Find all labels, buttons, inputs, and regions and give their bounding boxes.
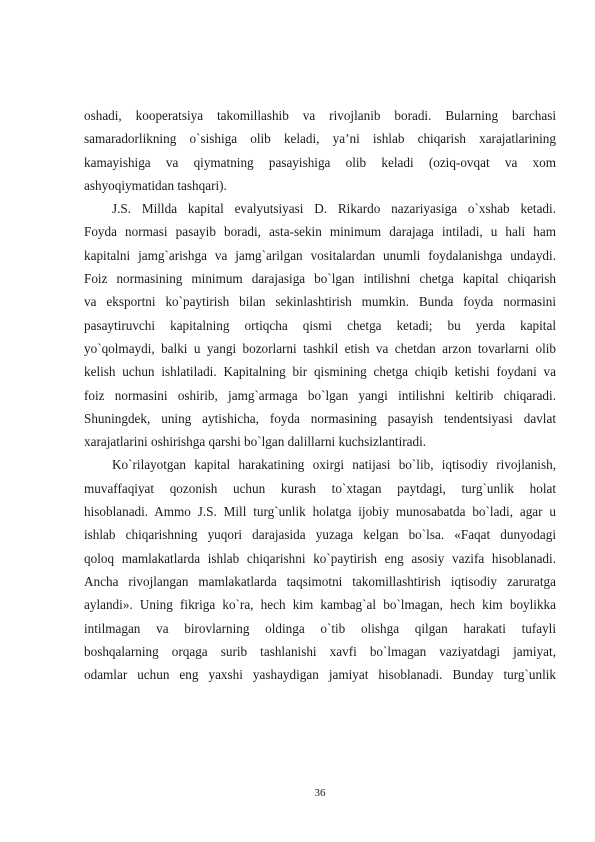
text-line: kamayishiga va qiymatning pasayishiga olib keladi (oziq-ovqat va xom bbox=[84, 154, 556, 170]
text-line: hisoblanadi. Ammo J.S. Mill turg`unlik holatga ijobiy munosabatda bo`ladi, agar u bbox=[84, 504, 556, 520]
text-line: intilmagan va birovlarning oldinga o`tib olishga qilgan harakati tufayli bbox=[84, 620, 556, 636]
text-line: foiz normasini oshirib, jamg`armaga bo`lgan yangi intilishni keltirib chiqaradi. bbox=[84, 387, 556, 403]
text-line: yo`qolmaydi, balki u yangi bozorlarni tashkil etish va chetdan arzon tovarlarni olib bbox=[84, 340, 556, 356]
text-line: kelish uchun ishlatiladi. Kapitalning bir qismining chetga chiqib ketishi foydani va bbox=[84, 364, 556, 380]
text-line: va eksportni ko`paytirish bilan sekinlashtirish mumkin. Bunda foyda normasini bbox=[84, 294, 556, 310]
text-line: Ancha rivojlangan mamlakatlarda taqsimotni takomillashtirish iqtisodiy zaruratga bbox=[84, 573, 556, 589]
text-line: ashyoqiymatidan tashqari). bbox=[84, 177, 227, 193]
text-line: boshqalarning orqaga surib tashlanishi xavfi bo`lmagan vaziyatdagi jamiyat, bbox=[84, 643, 556, 659]
text-line: Foiz normasining minimum darajasiga bo`lgan intilishni chetga kapital chiqarish bbox=[84, 271, 556, 287]
text-line: kapitalni jamg`arishga va jamg`arilgan vositalardan unumli foydalanishga undaydi. bbox=[84, 247, 556, 263]
paragraph-2 bbox=[84, 197, 556, 453]
text-line: aylandi». Uning fikriga ko`ra, hech kim kambag`al bo`lmagan, hech kim boylikka bbox=[84, 597, 556, 613]
text-line: Shuningdek, uning aytishicha, foyda normasining pasayish tendentsiyasi davlat bbox=[84, 410, 556, 426]
text-line: oshadi, kooperatsiya takomillashib va rivojlanib boradi. Bularning barchasi bbox=[84, 108, 556, 123]
page-number: 36 bbox=[314, 787, 326, 799]
text-line: qoloq mamlakatlarda ishlab chiqarishni ko`paytirish eng asosiy vazifa hisoblanadi. bbox=[84, 550, 556, 566]
text-line: samaradorlikning o`sishiga olib keladi, ya’ni ishlab chiqarish xarajatlarining bbox=[84, 131, 556, 147]
text-line: pasaytiruvchi kapitalning ortiqcha qismi chetga ketadi; bu yerda kapital bbox=[84, 317, 556, 333]
text-line: Ko`rilayotgan kapital harakatining oxirgi natijasi bo`lib, iqtisodiy rivojlanish, bbox=[112, 457, 556, 473]
text-line: J.S. Millda kapital evalyutsiyasi D. Rikardo nazariyasiga o`xshab ketadi. bbox=[112, 201, 556, 217]
text-line: muvaffaqiyat qozonish uchun kurash to`xtagan paytdagi, turg`unlik holat bbox=[84, 480, 556, 496]
text-line: Foyda normasi pasayib boradi, asta-sekin minimum darajaga intiladi, u hali ham bbox=[84, 224, 556, 240]
text-line: ishlab chiqarishning yuqori darajasida yuzaga kelgan bo`lsa. «Faqat dunyodagi bbox=[84, 527, 556, 543]
paragraph-1 bbox=[84, 104, 556, 197]
text-line: xarajatlarini oshirishga qarshi bo`lgan dalillarni kuchsizlantiradi. bbox=[84, 434, 427, 450]
document-body bbox=[84, 104, 556, 686]
text-line: odamlar uchun eng yaxshi yashaydigan jamiyat hisoblanadi. Bunday turg`unlik bbox=[84, 667, 556, 683]
paragraph-3 bbox=[84, 453, 556, 686]
